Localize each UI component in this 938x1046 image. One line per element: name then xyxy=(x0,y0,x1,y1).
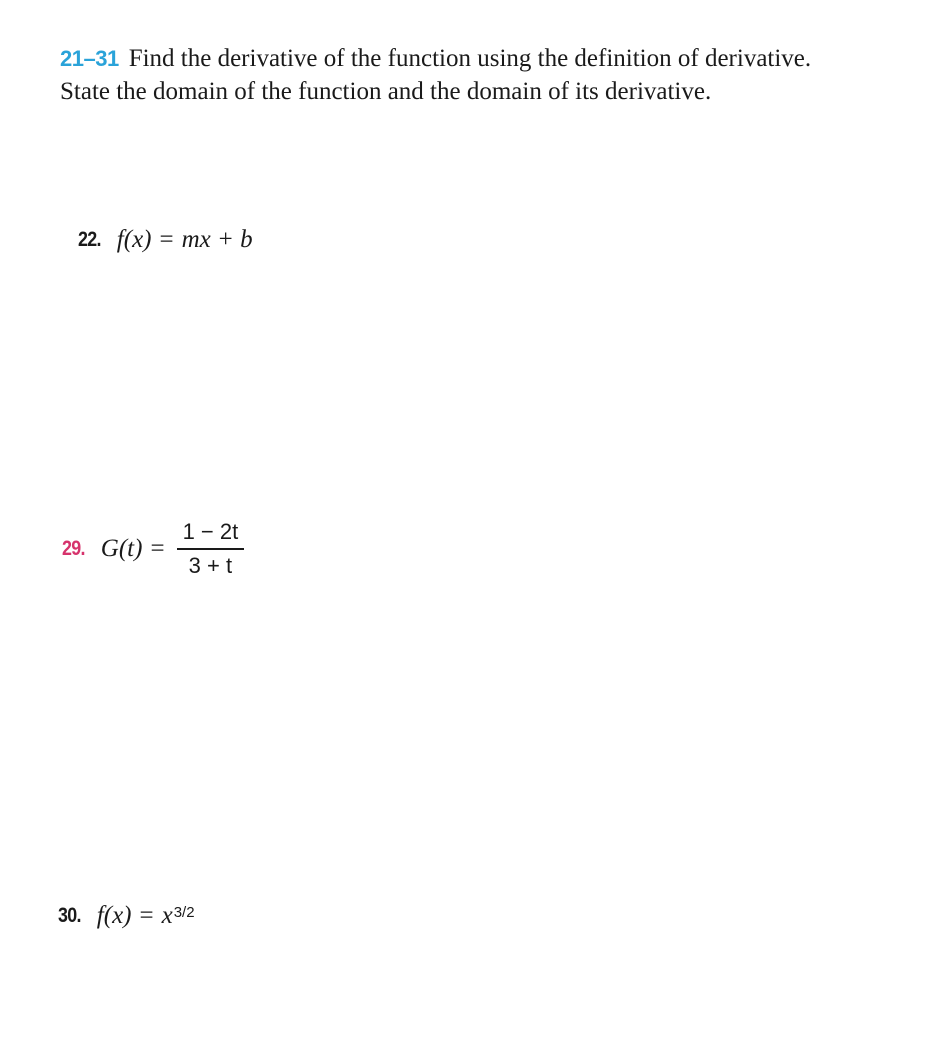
fraction-bar xyxy=(177,548,245,550)
fraction-numerator: 1 − 2t xyxy=(182,519,239,544)
function-lhs: G(t) xyxy=(100,534,143,562)
problem-number: 29. xyxy=(62,536,85,560)
problem-30 xyxy=(58,902,195,930)
function-lhs: f(x) xyxy=(96,902,132,929)
exercise-instructions xyxy=(60,42,820,108)
function-rhs: mx + b xyxy=(181,226,253,253)
fraction-denominator: 3 + t xyxy=(188,552,233,578)
power-base: x xyxy=(161,902,173,929)
instructions-text: Find the derivative of the function using the definition of derivative. State the domain of the function and the domain of its derivative. xyxy=(60,45,812,105)
equals-sign: = xyxy=(150,534,165,562)
problem-number: 30. xyxy=(58,904,81,927)
exercise-range-label: 21–31 xyxy=(60,46,119,71)
problem-29 xyxy=(62,518,244,580)
equals-sign: = xyxy=(139,902,154,929)
equals-sign: = xyxy=(159,226,174,253)
power-exponent: 3/2 xyxy=(173,903,195,921)
function-lhs: f(x) xyxy=(116,226,152,253)
problem-number: 22. xyxy=(78,228,101,251)
fraction xyxy=(177,518,245,580)
problem-22 xyxy=(78,226,253,254)
